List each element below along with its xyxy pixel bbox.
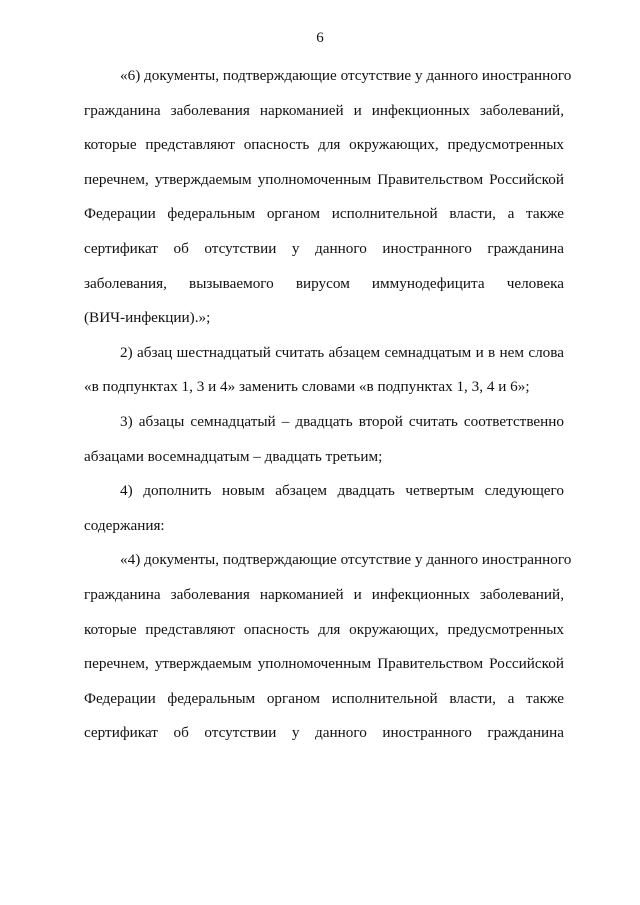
text-line: которые представляют опасность для окружающих, предусмотренных [84, 136, 564, 154]
text-line: Федерации федеральным органом исполнительной власти, а также [84, 689, 564, 707]
text-line: абзацами восемнадцатым – двадцать третьим; [84, 447, 383, 465]
paragraph-item-3 [84, 412, 564, 481]
text-line: которые представляют опасность для окружающих, предусмотренных [84, 620, 564, 638]
text-line: содержания: [84, 516, 165, 534]
text-line: «6) документы, подтверждающие отсутствие у данного иностранного [120, 67, 572, 84]
paragraph-item-4 [84, 481, 564, 550]
paragraph-item-2 [84, 343, 564, 412]
text-line: 2) абзац шестнадцатый считать абзацем семнадцатым и в нем слова [120, 343, 564, 361]
text-line: 3) абзацы семнадцатый – двадцать второй считать соответственно [120, 412, 564, 430]
document-body [84, 66, 572, 758]
page-number: 6 [316, 30, 324, 46]
text-line: сертификат об отсутствии у данного иностранного гражданина [84, 724, 564, 742]
text-line: перечнем, утверждаемым уполномоченным Правительством Российской [84, 170, 564, 188]
paragraph-6-amendment [84, 66, 572, 343]
text-line: заболевания, вызываемого вирусом иммунодефицита человека [84, 274, 564, 292]
text-line: гражданина заболевания наркоманией и инфекционных заболеваний, [84, 101, 564, 119]
text-line: «4) документы, подтверждающие отсутствие у данного иностранного [120, 551, 572, 569]
text-line: 4) дополнить новым абзацем двадцать четвертым следующего [120, 482, 564, 500]
text-line: «в подпунктах 1, 3 и 4» заменить словами «в подпунктах 1, 3, 4 и 6»; [84, 378, 530, 396]
paragraph-4-amendment [84, 550, 572, 758]
text-line: гражданина заболевания наркоманией и инфекционных заболеваний, [84, 585, 564, 603]
text-line: (ВИЧ-инфекции).»; [84, 309, 211, 327]
text-line: Федерации федеральным органом исполнительной власти, а также [84, 205, 564, 223]
text-line: перечнем, утверждаемым уполномоченным Правительством Российской [84, 655, 564, 673]
text-line: сертификат об отсутствии у данного иностранного гражданина [84, 239, 564, 257]
